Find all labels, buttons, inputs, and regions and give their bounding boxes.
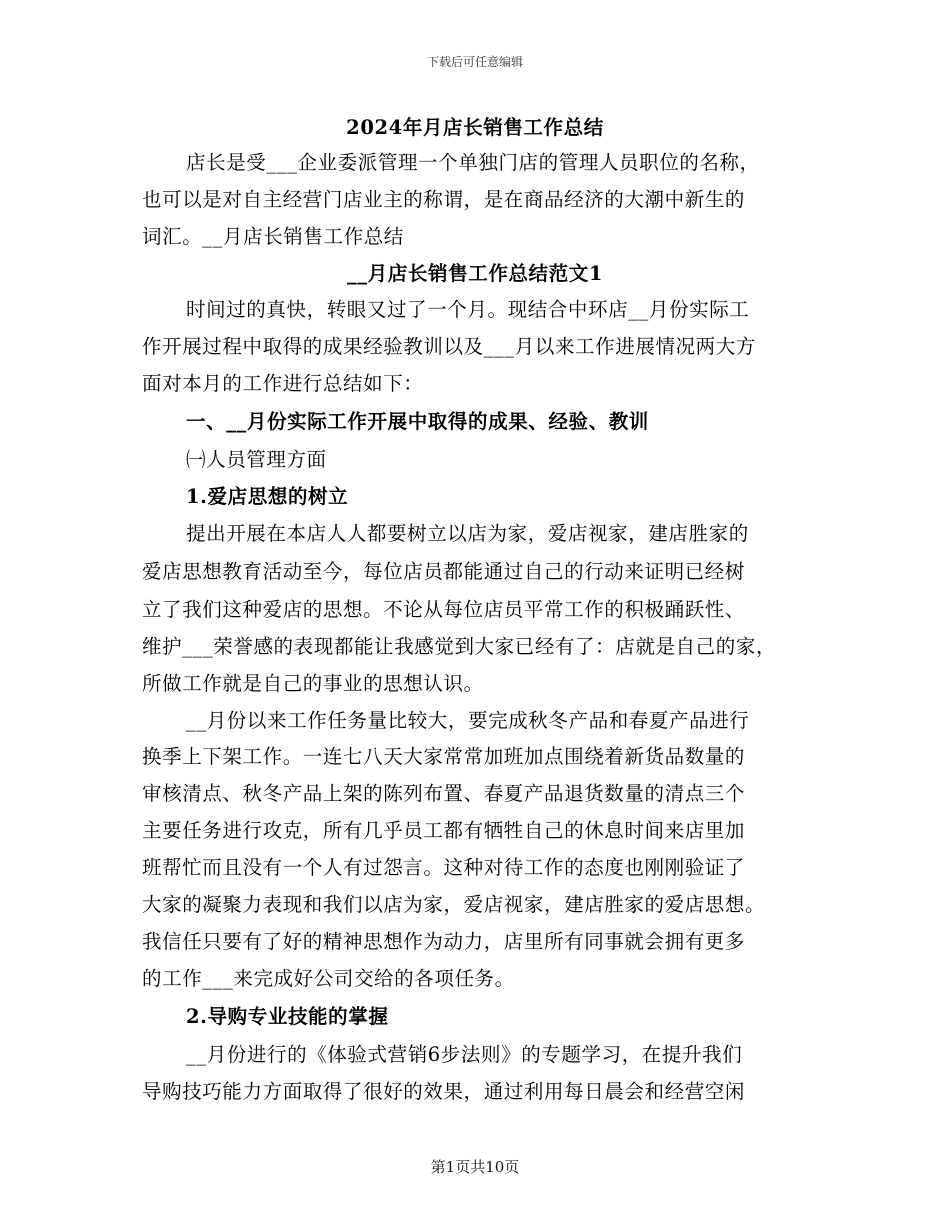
page-header-note: 下载后可任意编辑 [426, 55, 523, 69]
paragraph-line: 面对本月的工作进行总结如下： [142, 372, 424, 395]
page-number-footer: 第1页共10页 [430, 1158, 520, 1176]
paragraph-line: 作开展过程中取得的成果经验教训以及___月以来工作进展情况两大方 [142, 335, 756, 358]
paragraph-line: __月份进行的《体验式营销6步法则》的专题学习，在提升我们 [186, 1043, 743, 1066]
section-heading: 一、__月份实际工作开展中取得的成果、经验、教训 [186, 410, 649, 433]
paragraph-line: 的工作___来完成好公司交给的各项任务。 [142, 967, 515, 990]
subsection-heading: ㈠人员管理方面 [186, 448, 327, 471]
paragraph-line: 时间过的真快，转眼又过了一个月。现结合中环店__月份实际工 [186, 298, 750, 321]
paragraph-line: 立了我们这种爱店的思想。不论从每位店员平常工作的积极踊跃性、 [142, 598, 746, 621]
paragraph-line: 审核清点、秋冬产品上架的陈列布置、春夏产品退货数量的清点三个 [142, 782, 746, 805]
item-heading: 1.爱店思想的树立 [186, 485, 349, 508]
paragraph-line: 大家的凝聚力表现和我们以店为家，爱店视家，建店胜家的爱店思想。 [142, 893, 766, 916]
paragraph-line: 主要任务进行攻克，所有几乎员工都有牺牲自己的休息时间来店里加 [142, 819, 746, 842]
intro-line: 也可以是对自主经营门店业主的称谓，是在商品经济的大潮中新生的 [142, 188, 746, 211]
paragraph-line: 换季上下架工作。一连七八天大家常常加班加点围绕着新货品数量的 [142, 745, 746, 768]
paragraph-line: 所做工作就是自己的事业的思想认识。 [142, 672, 484, 695]
paragraph-line: 导购技巧能力方面取得了很好的效果，通过利用每日晨会和经营空闲 [142, 1080, 746, 1103]
paragraph-line: 班帮忙而且没有一个人有过怨言。这种对待工作的态度也刚刚验证了 [142, 856, 746, 879]
paragraph-line: 提出开展在本店人人都要树立以店为家，爱店视家，建店胜家的 [186, 522, 749, 545]
paragraph-line: __月份以来工作任务量比较大，要完成秋冬产品和春夏产品进行 [186, 709, 750, 732]
item-heading: 2.导购专业技能的掌握 [186, 1005, 389, 1028]
document-title: 2024年月店长销售工作总结 [346, 116, 604, 139]
section-subtitle: __月店长销售工作总结范文1 [347, 262, 603, 285]
paragraph-line: 我信任只要有了好的精神思想作为动力，店里所有同事就会拥有更多 [142, 930, 746, 953]
intro-line: 店长是受___企业委派管理一个单独门店的管理人员职位的名称， [186, 151, 760, 174]
paragraph-line: 爱店思想教育活动至今，每位店员都能通过自己的行动来证明已经树 [142, 560, 746, 583]
intro-line: 词汇。__月店长销售工作总结 [142, 225, 404, 248]
paragraph-line: 维护___荣誉感的表现都能让我感觉到大家已经有了：店就是自己的家， [142, 635, 777, 658]
